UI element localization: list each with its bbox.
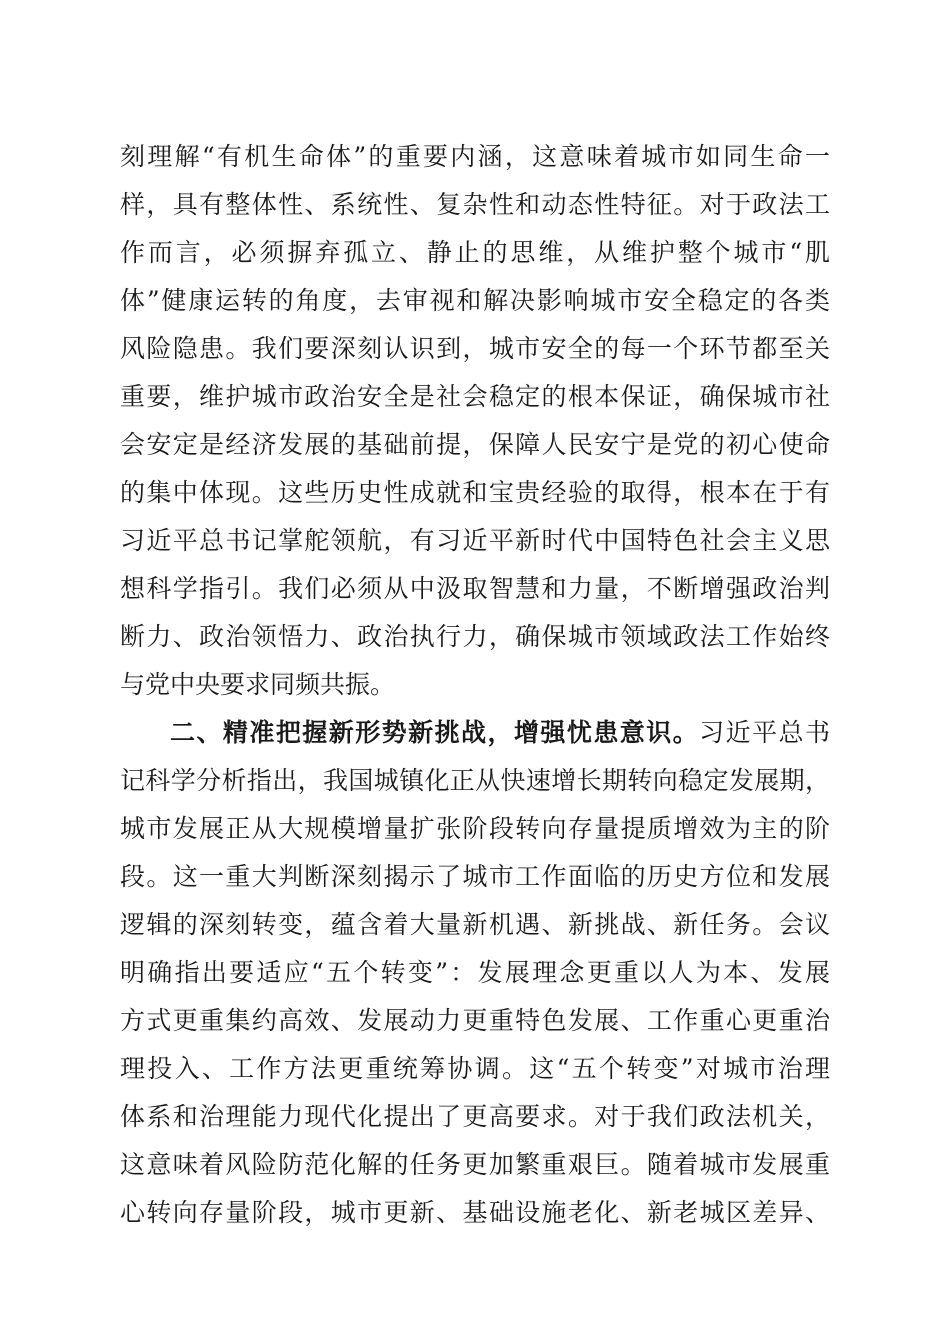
paragraph-1-line-11: 断力、政治领悟力、政治执行力，确保城市领域政法工作始终 [120, 622, 830, 651]
paragraph-2-line-1-rest: 习近平总书 [699, 718, 830, 747]
paragraph-2-line-7: 方式更重集约高效、发展动力更重特色发展、工作重心更重治 [120, 1006, 830, 1035]
paragraph-2-line-2: 记科学分析指出，我国城镇化正从快速增长期转向稳定发展期， [120, 766, 830, 795]
paragraph-2-line-1 [170, 713, 830, 753]
paragraph-1-line-9: 习近平总书记掌舵领航，有习近平新时代中国特色社会主义思 [120, 526, 830, 555]
paragraph-1-line-4: 体”健康运转的角度，去审视和解决影响城市安全稳定的各类 [120, 286, 830, 315]
paragraph-1-line-10: 想科学指引。我们必须从中汲取智慧和力量，不断增强政治判 [120, 574, 830, 603]
paragraph-2-line-9: 体系和治理能力现代化提出了更高要求。对于我们政法机关， [120, 1102, 830, 1131]
paragraph-1-line-3: 作而言，必须摒弃孤立、静止的思维，从维护整个城市“肌 [120, 238, 830, 267]
paragraph-1-line-8: 的集中体现。这些历史性成就和宝贵经验的取得，根本在于有 [120, 478, 830, 507]
paragraph-2-line-6: 明确指出要适应“五个转变”：发展理念更重以人为本、发展 [120, 958, 830, 987]
paragraph-1-line-12: 与党中央要求同频共振。 [120, 670, 396, 699]
paragraph-1-line-6: 重要，维护城市政治安全是社会稳定的根本保证，确保城市社 [120, 382, 830, 411]
section-heading: 二、精准把握新形势新挑战，增强忧患意识。 [170, 718, 700, 747]
paragraph-2-line-11: 心转向存量阶段，城市更新、基础设施老化、新老城区差异、 [120, 1198, 830, 1227]
paragraph-2-line-4: 段。这一重大判断深刻揭示了城市工作面临的历史方位和发展 [120, 862, 830, 891]
paragraph-2-line-8: 理投入、工作方法更重统筹协调。这“五个转变”对城市治理 [120, 1054, 830, 1083]
paragraph-1-line-1: 刻理解“有机生命体”的重要内涵，这意味着城市如同生命一 [120, 142, 830, 171]
paragraph-1-line-2: 样，具有整体性、系统性、复杂性和动态性特征。对于政法工 [120, 190, 830, 219]
paragraph-2-line-10: 这意味着风险防范化解的任务更加繁重艰巨。随着城市发展重 [120, 1150, 830, 1179]
paragraph-2-line-3: 城市发展正从大规模增量扩张阶段转向存量提质增效为主的阶 [120, 814, 830, 843]
paragraph-1-line-5: 风险隐患。我们要深刻认识到，城市安全的每一个环节都至关 [120, 334, 830, 363]
paragraph-2-line-5: 逻辑的深刻转变，蕴含着大量新机遇、新挑战、新任务。会议 [120, 910, 830, 939]
paragraph-1-line-7: 会安定是经济发展的基础前提，保障人民安宁是党的初心使命 [120, 430, 830, 459]
